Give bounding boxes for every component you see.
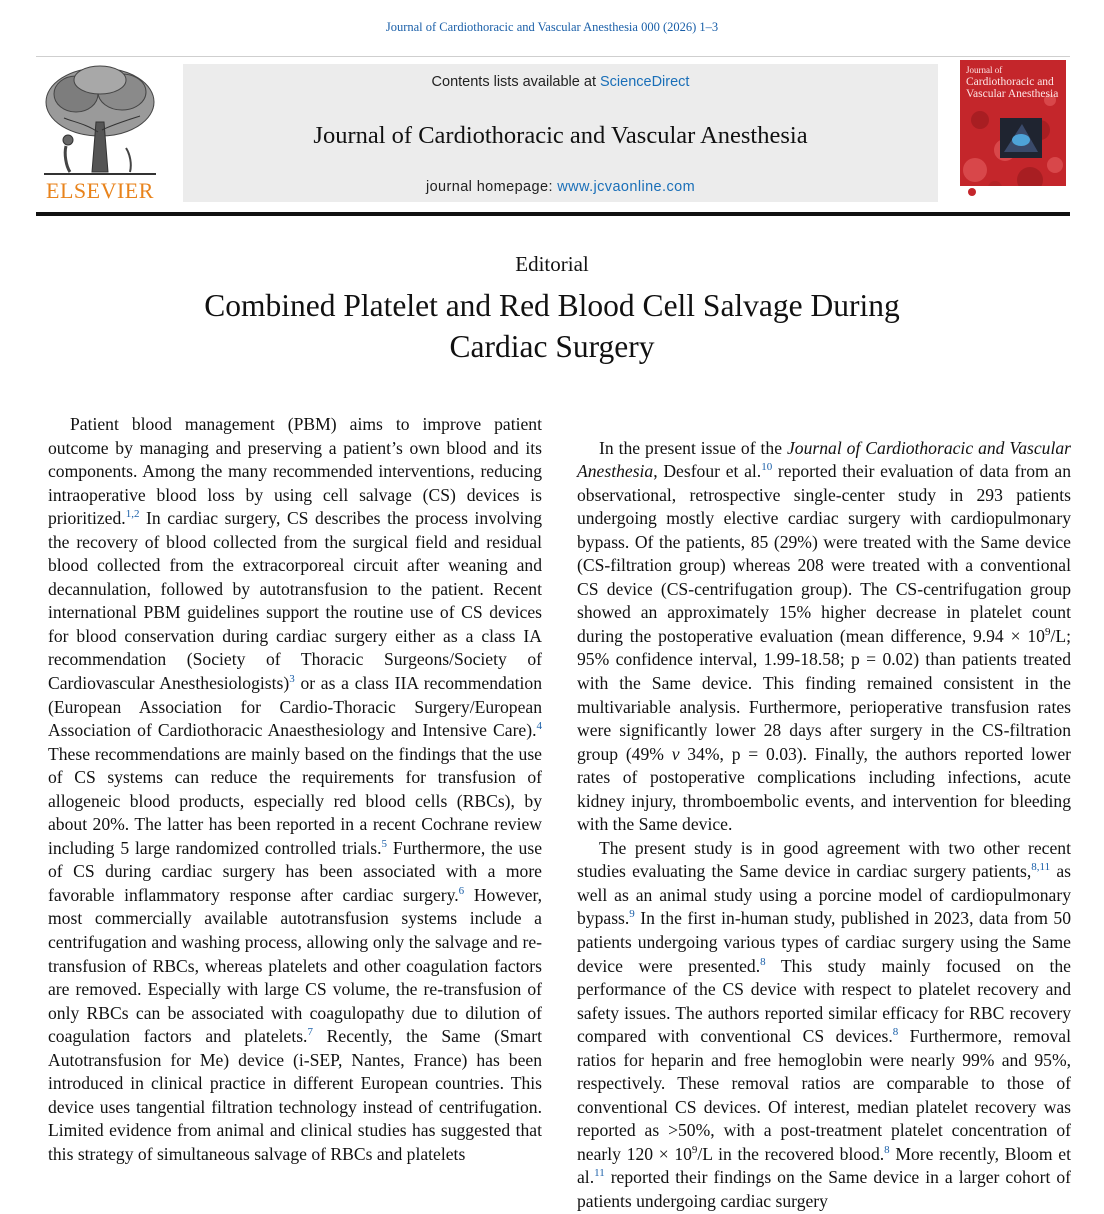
homepage-link[interactable]: www.jcvaonline.com bbox=[557, 179, 696, 195]
article-title bbox=[150, 285, 954, 367]
text-run: or as a class IIA recommendation (European Association for Cardio-Thoracic Surgery/European Association of Cardiothoracic Anaesthesiology and Intensive Care). bbox=[48, 673, 542, 741]
text-run: as well as an animal study using a porcine model of cardiopulmonary bypass. bbox=[577, 861, 1071, 929]
homepage-label: journal homepage: bbox=[425, 179, 558, 195]
exponent: 9 bbox=[1044, 626, 1051, 639]
text-run: The present study is in good agreement with two other recent studies evaluating the Same device in cardiac surgery patients, bbox=[577, 837, 1071, 882]
paragraph-3 bbox=[577, 837, 1071, 1214]
text-run: Recently, the Same (Smart Autotransfusion for Me) device (i-SEP, Nantes, France) has been introduced in clinical practice in different European countries. This device uses tangential filtration technology instead of centrifugation. Limited evidence from animal and clinical studies has suggested that this strategy of simultaneous salvage of RBCs and platelets bbox=[48, 1026, 542, 1164]
text-run: In cardiac surgery, CS describes the process involving the recovery of blood collected from the surgical field and residual blood collected from the extracorporeal circuit after weaning and decannulation, followed by autotransfusion to the patient. Recent international PBM guidelines support the routine use of CS devices for blood conservation during cardiac surgery either as a class IA recommendation (Society of Thoracic Surgeons/Society of Cardiovascular Anesthesiologists) bbox=[48, 508, 542, 694]
text-run: Furthermore, the use of CS during cardiac surgery has been associated with a more favorable inflammatory response after cardiac surgery. bbox=[48, 837, 543, 905]
tree-engraving-icon bbox=[36, 62, 164, 180]
journal-name: Journal of Cardiothoracic and Vascular Anesthesia bbox=[313, 122, 808, 149]
cover-title-line2: Cardiothoracic and bbox=[966, 76, 1054, 88]
text-run: reported their findings on the Same device in a larger cohort of patients undergoing cardiac surgery bbox=[577, 1167, 1071, 1211]
text-run: Patient blood management (PBM) aims to improve patient outcome by managing and preserving a patient’s own blood and its components. Among the many recommended interventions, reducing intraoperative blood loss by using cell salvage (CS) devices is prioritized. bbox=[48, 414, 542, 529]
text-run: However, most commercially available autotransfusion systems include a centrifugation and washing process, allowing only the salvage and re-transfusion of RBCs, whereas platelets and other coagulation factors are removed. Especially with large CS volume, the re-transfusion of only RBCs can be associated with coagulopathy due to dilution of coagulation factors and platelets. bbox=[48, 884, 542, 1047]
text-run: Furthermore, removal ratios for heparin and free hemoglobin were nearly 99% and 95%, respectively. These removal ratios are comparable to those of conventional CS devices. Of interest, median platelet recovery was reported as >50%, with a post-treatment platelet concentration of nearly 120 × 10 bbox=[577, 1026, 1071, 1164]
header-bottom-rule bbox=[36, 212, 1070, 216]
text-run: In the first in-human study, published in 2023, data from 50 patients undergoing various types of cardiac surgery using the Same device were presented. bbox=[577, 908, 1071, 976]
citation-ref[interactable]: 5 bbox=[381, 837, 388, 850]
article-title-line1: Combined Platelet and Red Blood Cell Salvage During bbox=[204, 288, 900, 323]
elsevier-wordmark: ELSEVIER bbox=[46, 178, 154, 203]
paragraph-2 bbox=[577, 437, 1071, 837]
citation-ref[interactable]: 3 bbox=[289, 673, 295, 686]
text-run: This study mainly focused on the performance of the CS device with respect to platelet recovery and safety issues. The authors reported similar efficacy for RBC recovery compared with conventional CS devices. bbox=[577, 955, 1071, 1047]
text-run: These recommendations are mainly based on the findings that the use of CS systems can reduce the requirements for transfusion of allogeneic blood products, especially red blood cells (RBCs), by about 20%. The latter has been reported in a recent Cochrane review including 5 large randomized controlled trials. bbox=[48, 743, 542, 858]
cover-title-line3: Vascular Anesthesia bbox=[966, 88, 1059, 100]
citation-ref[interactable]: 11 bbox=[594, 1167, 605, 1180]
text-run: More recently, Bloom et al. bbox=[577, 1143, 1071, 1188]
versus-italic: v bbox=[671, 743, 680, 764]
citation-ref[interactable]: 1,2 bbox=[125, 508, 140, 521]
journal-cover-thumbnail[interactable] bbox=[960, 60, 1066, 198]
body-column-right bbox=[577, 413, 1071, 1214]
article-title-line2: Cardiac Surgery bbox=[449, 329, 655, 364]
citation-ref[interactable]: 4 bbox=[536, 720, 542, 733]
contents-line bbox=[183, 74, 938, 90]
cover-title bbox=[966, 64, 1062, 100]
text-run: 34%, p = 0.03). Finally, the authors reported lower rates of postoperative complications including infections, acute kidney injury, thromboembolic events, and intervention for bleeding with the Same device. bbox=[577, 743, 1071, 835]
text-run: , Desfour et al. bbox=[653, 461, 762, 482]
body-column-left bbox=[48, 413, 542, 1167]
text-run: /L; 95% confidence interval, 1.99-18.58; p = 0.02) than patients treated with the Same device. This finding remained consistent in the multivariable analysis. Furthermore, perioperative transfusion rates were significantly lower 28 days after surgery in the CS-filtration group (49% bbox=[577, 625, 1071, 764]
text-run: In the present issue of the bbox=[599, 437, 787, 458]
exponent: 9 bbox=[691, 1144, 698, 1157]
citation-ref[interactable]: 10 bbox=[761, 461, 773, 474]
article-type: Editorial bbox=[515, 252, 589, 276]
journal-masthead bbox=[183, 64, 938, 202]
citation-ref[interactable]: 8 bbox=[892, 1026, 899, 1039]
text-run: /L in the recovered blood. bbox=[697, 1143, 885, 1164]
header-top-rule bbox=[36, 56, 1070, 57]
citation-ref[interactable]: 9 bbox=[629, 908, 635, 921]
cover-title-line1: Journal of bbox=[966, 65, 1003, 75]
citation-ref[interactable]: 6 bbox=[458, 885, 465, 898]
citation-ref[interactable]: 8,11 bbox=[1031, 861, 1051, 874]
homepage-line bbox=[183, 179, 938, 195]
journal-name-italic: Journal of Cardiothoracic and Vascular Anesthesia bbox=[577, 437, 1071, 482]
citation-ref[interactable]: 8 bbox=[760, 955, 766, 968]
paragraph-1 bbox=[48, 413, 542, 1167]
sciencedirect-link[interactable]: ScienceDirect bbox=[600, 74, 690, 90]
citation-ref[interactable]: 8 bbox=[884, 1144, 890, 1157]
text-run: reported their evaluation of data from an observational, retrospective single-center study in 293 patients undergoing mostly elective cardiac surgery with cardiopulmonary bypass. Of the patients, 85 (29%) were treated with the Same device (CS-filtration group) whereas 208 were treated with a conventional CS device (CS-centrifugation group). The CS-centrifugation group showed an approximately 15% higher decrease in platelet count during the postoperative evaluation (mean difference, 9.94 × 10 bbox=[577, 461, 1072, 646]
running-head[interactable]: Journal of Cardiothoracic and Vascular Anesthesia 000 (2026) 1–3 bbox=[385, 20, 719, 34]
citation-ref[interactable]: 7 bbox=[307, 1026, 313, 1039]
contents-prefix: Contents lists available at bbox=[431, 74, 600, 90]
